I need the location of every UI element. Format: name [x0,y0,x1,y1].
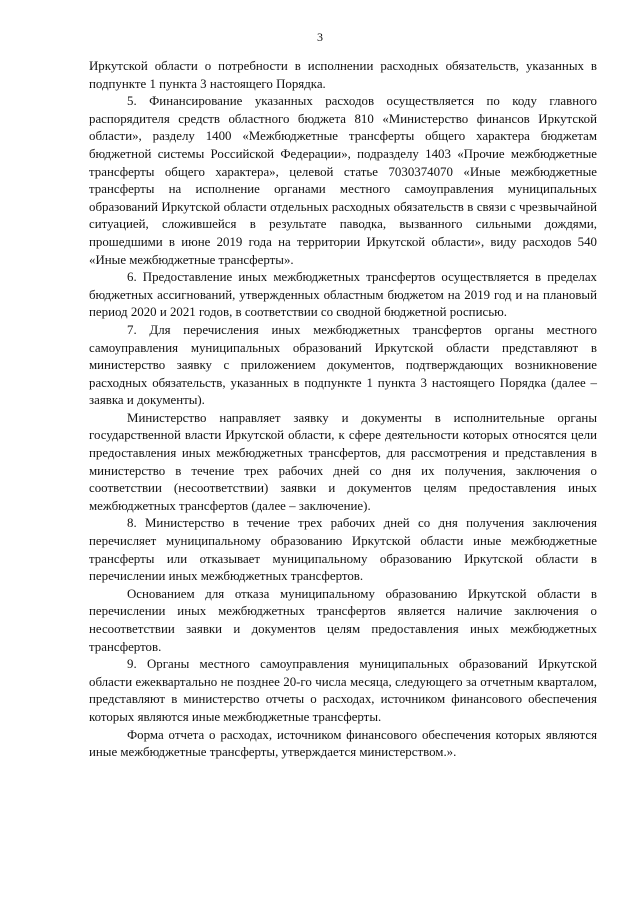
paragraph-continuation: Иркутской области о потребности в исполнении расходных обязательств, указанных в подпункте 1 пункта 3 настоящего Порядка. [89,59,597,91]
paragraph-item-8-decision: 8. Министерство в течение трех рабочих дней со дня получения заключения перечисляет муниципальному образованию Иркутской области иные межбюджетные трансферты или отказывает муниципальному образованию Иркутской области в перечислении иных межбюджетных трансфертов. [89,516,597,584]
paragraph-report-form: Форма отчета о расходах, источником финансового обеспечения которых являются иные межбюджетные трансферты, утверждается министерством.». [89,727,597,760]
document-body [89,58,597,762]
paragraph-item-6-provision: 6. Предоставление иных межбюджетных трансфертов осуществляется в пределах бюджетных ассигнований, утвержденных областным бюджетом на 2019 год и на плановый период 2020 и 2021 годов, в соответствии со сводной бюджетной росписью. [89,270,597,320]
paragraph-ministry-forwarding: Министерство направляет заявку и документы в исполнительные органы государственной власти Иркутской области, к сфере деятельности которых относятся цели предоставления иных межбюджетных трансфертов, для рассмотрения и представления в министерство в течение трех рабочих дней со дня их получения, заключения о соответствии (несоответствии) заявки и документов целям предоставления иных межбюджетных трансфертов (далее – заключение). [89,410,597,513]
paragraph-item-5-financing: 5. Финансирование указанных расходов осуществляется по коду главного распорядителя средств областного бюджета 810 «Министерство финансов Иркутской области», разделу 1400 «Межбюджетные трансферты общего характера бюджетам бюджетной системы Российской Федерации», подразделу 1403 «Прочие межбюджетные трансферты общего характера», целевой статье 7030374070 «Иные межбюджетные трансферты на исполнение органами местного самоуправления муниципальных образований Иркутской области отдельных расходных обязательств в связи с чрезвычайной ситуацией, сложившейся в результате паводка, вызванного сильными дождями, прошедшими в июне 2019 года на территории Иркутской области», виду расходов 540 «Иные межбюджетные трансферты». [89,94,597,267]
paragraph-refusal-grounds: Основанием для отказа муниципальному образованию Иркутской области в перечислении иных межбюджетных трансфертов является наличие заключения о несоответствии заявки и документов целям предоставления иных межбюджетных трансфертов. [89,586,597,654]
paragraph-item-7-transfer-request: 7. Для перечисления иных межбюджетных трансфертов органы местного самоуправления муниципальных образований Иркутской области представляют в министерство заявку с приложением документов, подтверждающих возникновение расходных обязательств, указанных в подпункте 1 пункта 3 настоящего Порядка (далее – заявка и документы). [89,322,597,408]
page-number: 3 [317,30,323,44]
paragraph-item-9-reporting: 9. Органы местного самоуправления муниципальных образований Иркутской области ежеквартально не позднее 20-го числа месяца, следующего за отчетным кварталом, представляют в министерство отчеты о расходах, источником финансового обеспечения которых являются иные межбюджетные трансферты. [89,657,597,724]
